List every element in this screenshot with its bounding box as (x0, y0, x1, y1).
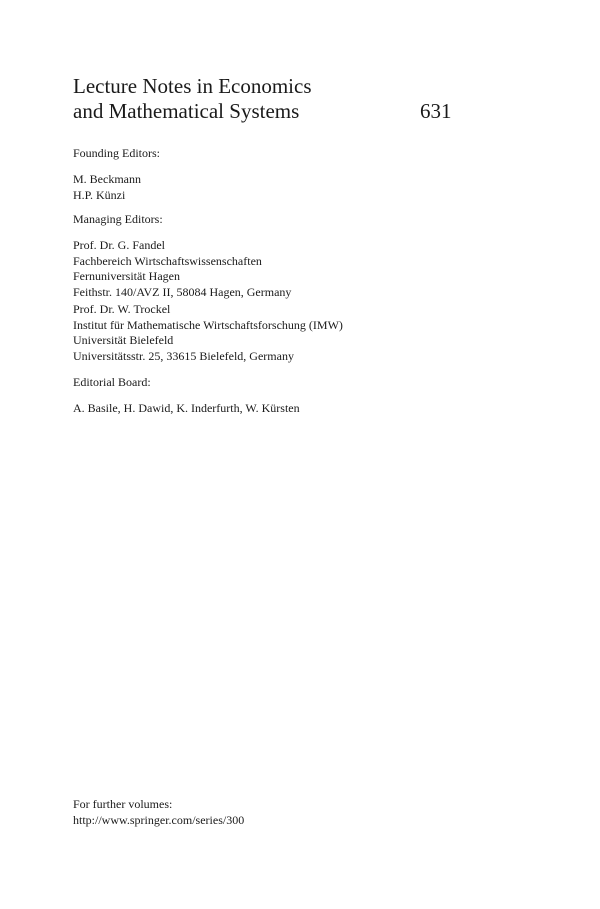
series-title (73, 74, 312, 124)
editorial-board-members: A. Basile, H. Dawid, K. Inderfurth, W. Kürsten (73, 401, 300, 415)
series-title-line-1: Lecture Notes in Economics (73, 74, 312, 98)
address-line: Fachbereich Wirtschaftswissenschaften (73, 253, 262, 268)
managing-editors-heading-block (73, 212, 163, 228)
founding-editors-list (73, 172, 141, 203)
address-line: Universitätsstr. 25, 33615 Bielefeld, Germany (73, 348, 294, 363)
address-line: Prof. Dr. G. Fandel (73, 238, 165, 252)
series-title-line-2: and Mathematical Systems (73, 99, 300, 123)
editorial-board-members-block (73, 401, 300, 417)
address-line: Universität Bielefeld (73, 333, 174, 347)
address-line: Prof. Dr. W. Trockel (73, 302, 171, 316)
founding-editor-name: M. Beckmann (73, 172, 141, 186)
address-line: Fernuniversität Hagen (73, 269, 180, 283)
founding-editors-heading: Founding Editors: (73, 146, 161, 160)
founding-editors-heading-block (73, 146, 160, 162)
managing-editor-1-address (73, 238, 291, 300)
editorial-board-heading-block (73, 375, 151, 391)
address-line: Institut für Mathematische Wirtschaftsforschung (IMW) (73, 317, 343, 332)
further-volumes-block (73, 797, 244, 828)
managing-editors-heading: Managing Editors: (73, 212, 163, 226)
managing-editor-2-address (73, 302, 343, 364)
address-line: Feithstr. 140/AVZ II, 58084 Hagen, Germany (73, 284, 292, 299)
volume-number: 631 (420, 99, 452, 123)
founding-editor-name: H.P. Künzi (73, 187, 126, 202)
series-url-link[interactable]: http://www.springer.com/series/300 (73, 812, 245, 827)
editorial-board-heading: Editorial Board: (73, 375, 151, 389)
further-volumes-label: For further volumes: (73, 797, 173, 811)
